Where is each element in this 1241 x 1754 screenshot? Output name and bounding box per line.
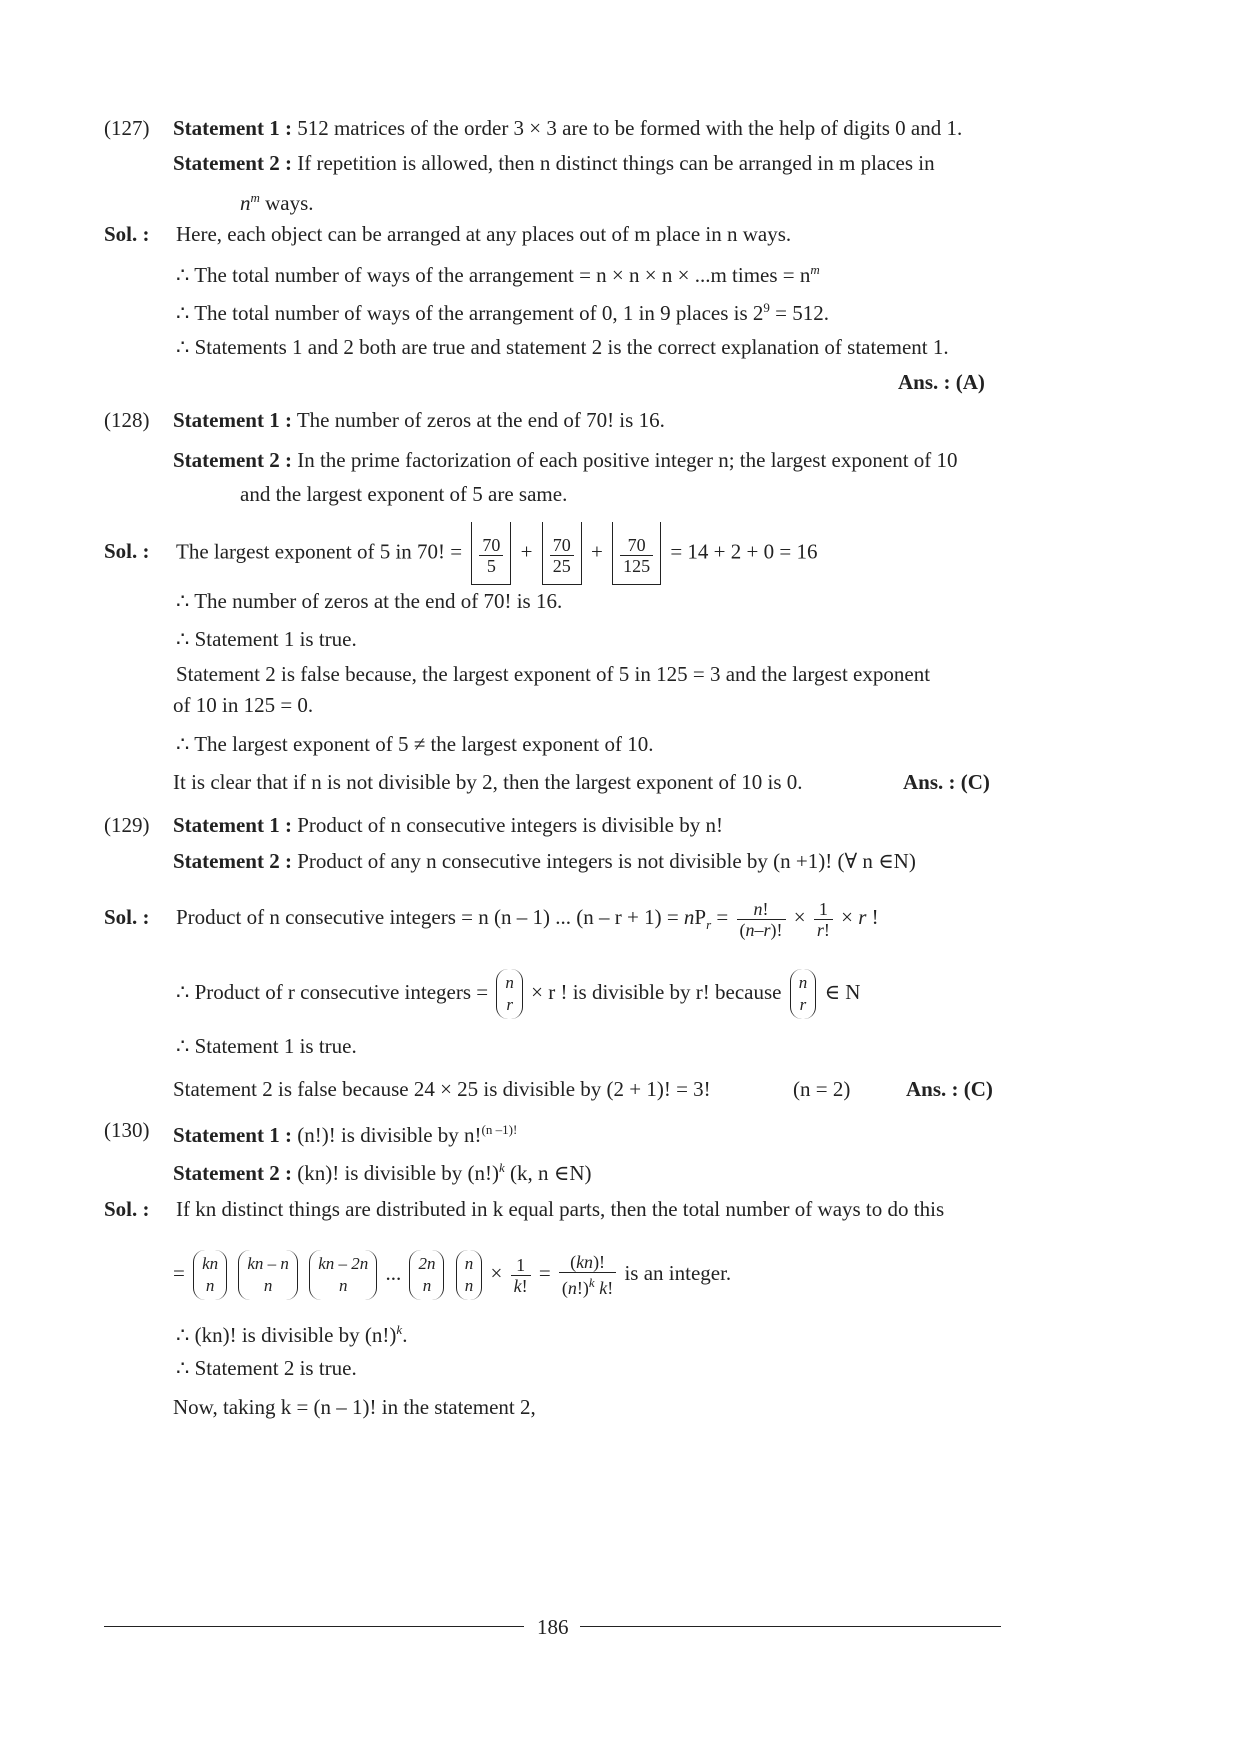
sol-label: Sol. : xyxy=(104,222,150,246)
statement-1: Statement 1 : Product of n consecutive integers is divisible by n! xyxy=(173,813,723,837)
sol-note: (n = 2) xyxy=(793,1077,851,1101)
sol-formula: Product of n consecutive integers = n (n – 1) ... $(n - r + 1) = nP_r$ = $\frac{n!}{(n-r)!}$ × $\frac{1}{r!}$ × r ! xyxy=(176,898,879,940)
sol-line: ∴ The number of zeros at the end of 70! is 16. xyxy=(176,589,563,613)
sol-line: ∴ Statement 2 is true. xyxy=(176,1356,357,1380)
sol-formula: ∴ Product of r consecutive integers = n r × r ! is divisible by r! because n r ∈ N xyxy=(176,963,860,1021)
sol-formula: The largest exponent of 5 in 70! = $\frac{70}{5}$ + $\frac{70}{25}$ + $\frac{70}{125}$ = 14 + 2 + 0 = 16 xyxy=(176,522,817,585)
statement-2: Statement 2 : In the prime factorization of each positive integer n; the largest exponent of 10 xyxy=(173,448,958,472)
sol-formula: = kn n kn – n n kn – 2n n ... 2n n n n × $\frac{1}{k!}$ = $\frac{(kn)!}{(n!)^k k!}$ is an integer. xyxy=(173,1252,732,1299)
sol-label: Sol. : xyxy=(104,539,150,563)
sol-line: Now, taking k = (n – 1)! in the statement 2, xyxy=(173,1395,536,1419)
statement-2-cont: and the largest exponent of 5 are same. xyxy=(240,482,568,506)
statement-1: Statement 1 : 512 matrices of the order 3 × 3 are to be formed with the help of digits 0 and 1. xyxy=(173,116,963,140)
page-number: 186 xyxy=(537,1615,569,1639)
statement-2: Statement 2 : (kn)! is divisible by $(n!)^k$ (k, n ∈N) xyxy=(173,1160,592,1185)
answer: Ans. : (C) xyxy=(906,1077,993,1101)
question-number: (127) xyxy=(104,116,150,140)
question-number: (129) xyxy=(104,813,150,837)
answer: Ans. : (A) xyxy=(898,370,985,394)
sol-line: ∴ The total number of ways of the arrangement of 0, 1 in 9 places is $2^9 = 512$. xyxy=(176,300,829,325)
statement-1: Statement 1 : The number of zeros at the end of 70! is 16. xyxy=(173,408,665,432)
sol-line: ∴ Statements 1 and 2 both are true and statement 2 is the correct explanation of statement 1. xyxy=(176,335,949,359)
sol-line: Statement 2 is false because, the largest exponent of 5 in 125 = 3 and the largest exponent xyxy=(176,662,931,686)
sol-line: It is clear that if n is not divisible by 2, then the largest exponent of 10 is 0. xyxy=(173,770,803,794)
question-number: (128) xyxy=(104,408,150,432)
sol-line: ∴ The largest exponent of 5 ≠ the largest exponent of 10. xyxy=(176,732,654,756)
sol-line: ∴ Statement 1 is true. xyxy=(176,1034,357,1058)
statement-2: Statement 2 : If repetition is allowed, then n distinct things can be arranged in m places in xyxy=(173,151,935,175)
statement-2: Statement 2 : Product of any n consecutive integers is not divisible by (n +1)! (∀ n ∈N) xyxy=(173,849,916,873)
sol-label: Sol. : xyxy=(104,1197,150,1221)
sol-label: Sol. : xyxy=(104,905,150,929)
sol-line: ∴ Statement 1 is true. xyxy=(176,627,357,651)
statement-2-cont: $n^m$ ways. xyxy=(240,190,314,215)
sol-line: ∴ (kn)! is divisible by $(n!)^k$. xyxy=(176,1322,408,1347)
statement-1: Statement 1 : (n!)! is divisible by n!$^{(n -1)!}$ xyxy=(173,1122,518,1147)
answer: Ans. : (C) xyxy=(903,770,990,794)
sol-line: ∴ The total number of ways of the arrangement = n × n × n × ...m times = $n^m$ xyxy=(176,262,820,287)
sol-line: of 10 in 125 = 0. xyxy=(173,693,314,717)
sol-line: Statement 2 is false because 24 × 25 is divisible by (2 + 1)! = 3! xyxy=(173,1077,711,1101)
sol-line: Here, each object can be arranged at any places out of m place in n ways. xyxy=(176,222,792,246)
sol-line: If kn distinct things are distributed in k equal parts, then the total number of ways to do this xyxy=(176,1197,945,1221)
footer-rule-left xyxy=(104,1626,524,1627)
footer-rule-right xyxy=(580,1626,1001,1627)
question-number: (130) xyxy=(104,1118,150,1142)
